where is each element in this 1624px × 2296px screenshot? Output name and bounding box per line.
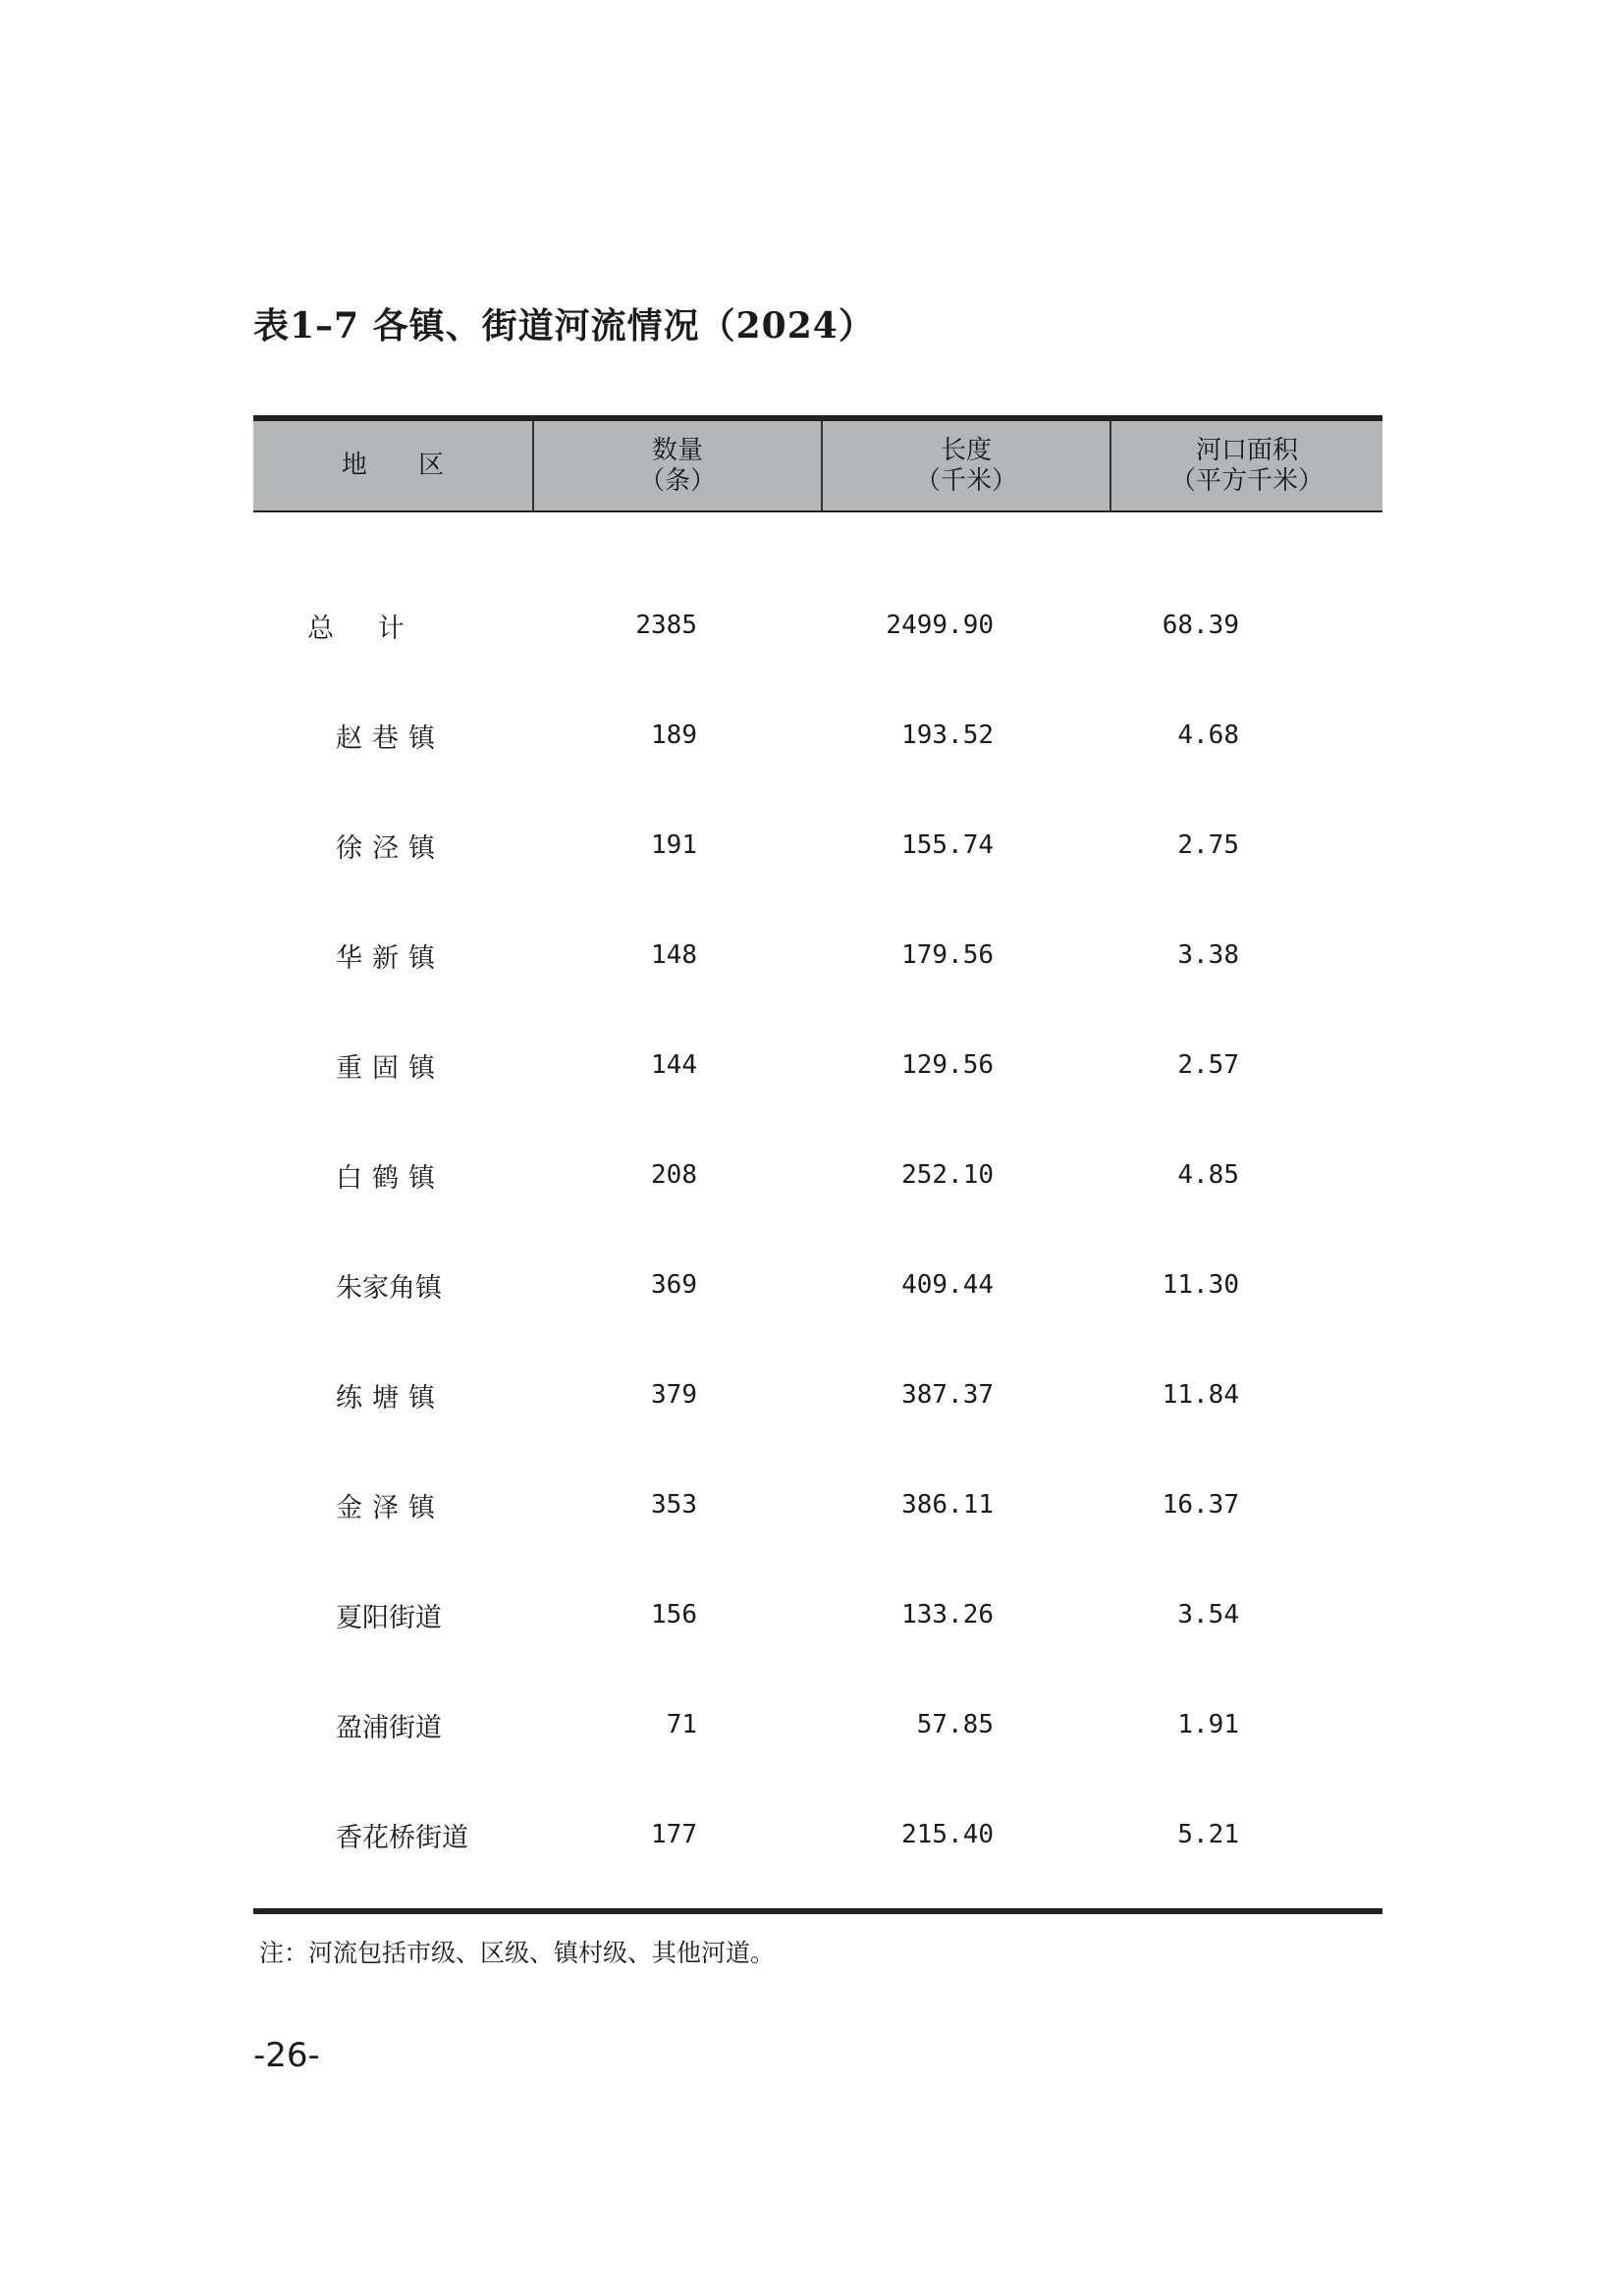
header-count-unit: （条） bbox=[638, 465, 716, 496]
row-region: 金泽镇 bbox=[336, 1492, 445, 1523]
row-area: 1.91 bbox=[1177, 1710, 1239, 1739]
row-count: 353 bbox=[651, 1490, 697, 1520]
row-count: 2385 bbox=[635, 611, 697, 640]
table-row-total bbox=[253, 570, 1382, 680]
row-region: 华新镇 bbox=[336, 942, 445, 974]
row-length: 155.74 bbox=[901, 830, 994, 860]
row-area: 3.38 bbox=[1177, 940, 1239, 970]
row-length: 2499.90 bbox=[886, 611, 994, 640]
row-length: 215.40 bbox=[901, 1820, 994, 1849]
header-length-unit: （千米） bbox=[914, 465, 1017, 496]
row-length: 387.37 bbox=[901, 1380, 994, 1410]
table-row bbox=[253, 1450, 1382, 1560]
row-length: 179.56 bbox=[901, 940, 994, 970]
table-row bbox=[253, 1560, 1382, 1670]
table-bottom-rule bbox=[253, 1908, 1382, 1914]
row-count: 369 bbox=[651, 1270, 697, 1300]
row-length: 193.52 bbox=[901, 721, 994, 750]
header-area-unit: （平方千米） bbox=[1169, 465, 1324, 496]
table-row bbox=[253, 680, 1382, 790]
row-region: 重固镇 bbox=[336, 1052, 445, 1084]
row-count: 148 bbox=[651, 940, 697, 970]
table-note: 注：河流包括市级、区级、镇村级、其他河道。 bbox=[259, 1939, 776, 1967]
row-count: 177 bbox=[651, 1820, 697, 1849]
row-length: 57.85 bbox=[916, 1710, 994, 1739]
header-count-label: 数量 bbox=[651, 435, 703, 465]
table-row bbox=[253, 1780, 1382, 1890]
row-length: 252.10 bbox=[901, 1160, 994, 1190]
row-region: 朱家角镇 bbox=[336, 1272, 442, 1304]
header-region-label: 地 区 bbox=[341, 451, 466, 480]
row-region: 夏阳街道 bbox=[336, 1602, 442, 1633]
row-region: 总 计 bbox=[307, 613, 422, 644]
header-length bbox=[823, 421, 1111, 510]
row-region: 练塘镇 bbox=[336, 1382, 445, 1414]
header-length-label: 长度 bbox=[940, 435, 992, 465]
row-area: 5.21 bbox=[1177, 1820, 1239, 1849]
header-region bbox=[253, 421, 534, 510]
row-area: 2.57 bbox=[1177, 1050, 1239, 1080]
row-count: 189 bbox=[651, 721, 697, 750]
row-area: 3.54 bbox=[1177, 1600, 1239, 1629]
row-length: 133.26 bbox=[901, 1600, 994, 1629]
river-table bbox=[253, 415, 1382, 1890]
header-area bbox=[1111, 421, 1382, 510]
row-count: 156 bbox=[651, 1600, 697, 1629]
row-region: 盈浦街道 bbox=[336, 1712, 442, 1743]
row-count: 208 bbox=[651, 1160, 697, 1190]
row-area: 4.68 bbox=[1177, 721, 1239, 750]
table-row bbox=[253, 1230, 1382, 1340]
row-area: 4.85 bbox=[1177, 1160, 1239, 1190]
table-row bbox=[253, 900, 1382, 1010]
row-area: 2.75 bbox=[1177, 830, 1239, 860]
row-count: 379 bbox=[651, 1380, 697, 1410]
row-count: 71 bbox=[666, 1710, 697, 1739]
row-region: 白鹤镇 bbox=[336, 1162, 445, 1194]
row-region: 徐泾镇 bbox=[336, 832, 445, 864]
row-count: 191 bbox=[651, 830, 697, 860]
table-header bbox=[253, 421, 1382, 512]
table-row bbox=[253, 790, 1382, 900]
row-length: 129.56 bbox=[901, 1050, 994, 1080]
page-number: -26- bbox=[253, 2036, 320, 2075]
row-area: 16.37 bbox=[1162, 1490, 1239, 1520]
header-area-label: 河口面积 bbox=[1195, 435, 1298, 465]
row-area: 11.30 bbox=[1162, 1270, 1239, 1300]
row-area: 68.39 bbox=[1162, 611, 1239, 640]
table-body bbox=[253, 512, 1382, 1890]
header-count bbox=[534, 421, 823, 510]
row-region: 赵巷镇 bbox=[336, 722, 445, 754]
table-row bbox=[253, 1120, 1382, 1230]
table-title: 表1–7 各镇、街道河流情况（2024） bbox=[253, 305, 875, 347]
table-row bbox=[253, 1340, 1382, 1450]
row-region: 香花桥街道 bbox=[336, 1822, 468, 1853]
table-row bbox=[253, 1670, 1382, 1780]
row-length: 409.44 bbox=[901, 1270, 994, 1300]
row-area: 11.84 bbox=[1162, 1380, 1239, 1410]
row-length: 386.11 bbox=[901, 1490, 994, 1520]
table-row bbox=[253, 1010, 1382, 1120]
row-count: 144 bbox=[651, 1050, 697, 1080]
